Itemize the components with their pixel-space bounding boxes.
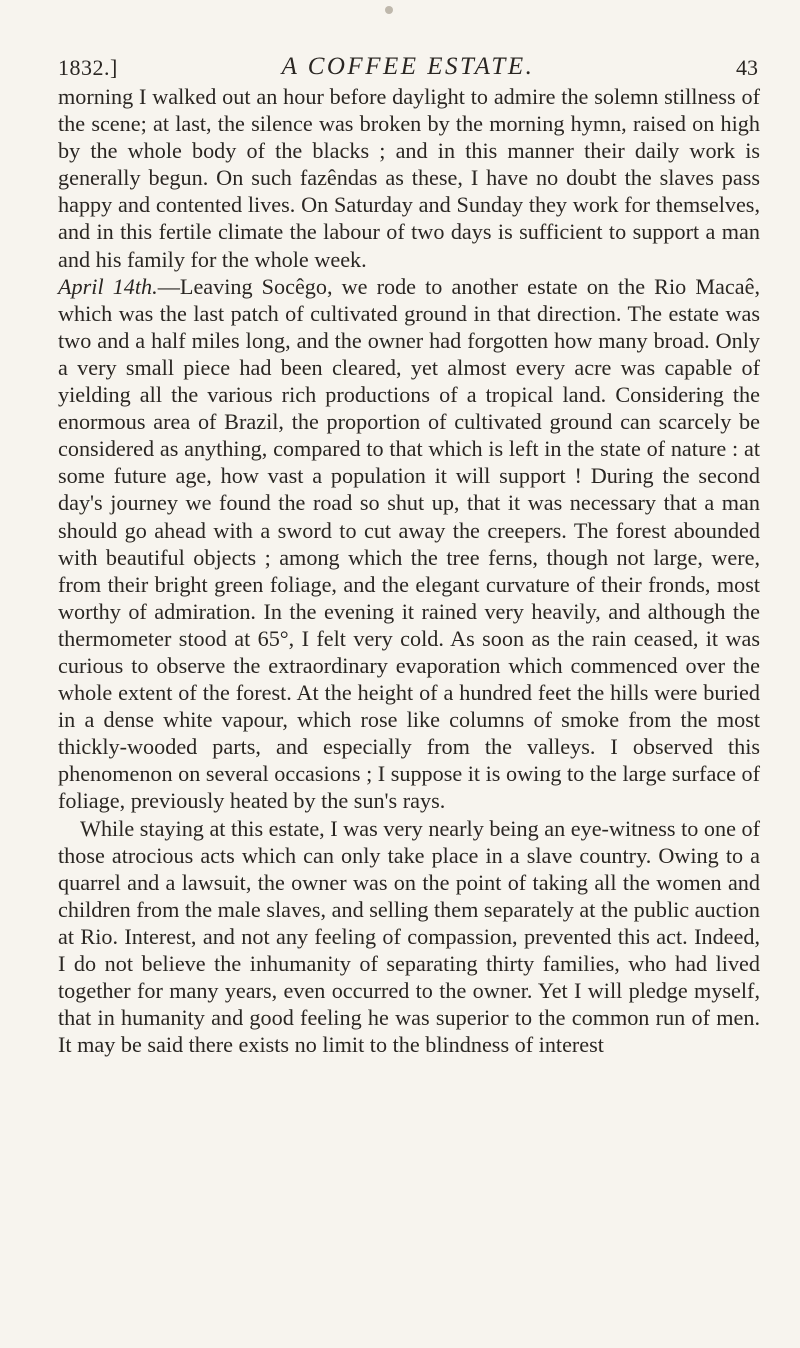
ink-spot-mark [385,6,393,14]
paragraph-1-text: morning I walked out an hour before daylight to admire the solemn stillness of the scene; at last, the silence was broken by the morning hymn, raised on high by the whole body of the blacks ; and in this manner their daily work is generally begun. On such fazêndas as these, I have no doubt the slaves pass happy and contented lives. On Saturday and Sunday they work for themselves, and in this fertile climate the labour of two days is sufficient to support a man and his family for the whole week. [58,84,760,272]
paragraph-3-text: While staying at this estate, I was very nearly being an eye-witness to one of those atrocious acts which can only take place in a slave country. Owing to a quarrel and a lawsuit, the owner was on the point of taking all the women and children from the male slaves, and selling them separately at the public auction at Rio. Interest, and not any feeling of compassion, prevented this act. Indeed, I do not believe the inhumanity of separating thirty families, who had lived together for many years, even occurred to the owner. Yet I will pledge myself, that in humanity and good feeling he was superior to the common run of men. It may be said there exists no limit to the blindness of interest [58,815,760,1058]
paragraph-2-date: April 14th. [58,273,158,299]
paragraph-1 [58,83,760,273]
page-number: 43 [736,55,758,80]
header-title: A COFFEE ESTATE. [281,53,535,80]
paragraph-2 [58,273,760,815]
body-text [58,83,760,1058]
paragraph-2-text: —Leaving Socêgo, we rode to another estate on the Rio Macaê, which was the last patch of cultivated ground in that direction. The estate was two and a half miles long, and the owner had forgotten how many broad. Only a very small piece had been cleared, yet almost every acre was capable of yielding all the various rich productions of a tropical land. Considering the enormous area of Brazil, the proportion of cultivated ground can scarcely be considered as anything, compared to that which is left in the state of nature : at some future age, how vast a population it will support ! During the second day's journey we found the road so shut up, that it was necessary that a man should go ahead with a sword to cut away the creepers. The forest abounded with beautiful objects ; among which the tree ferns, though not large, were, from their bright green foliage, and the elegant curvature of their fronds, most worthy of admiration. In the evening it rained very heavily, and although the thermometer stood at 65°, I felt very cold. As soon as the rain ceased, it was curious to observe the extraordinary evaporation which commenced over the whole extent of the forest. At the height of a hundred feet the hills were buried in a dense white vapour, which rose like columns of smoke from the most thickly-wooded parts, and especially from the valleys. I observed this phenomenon on several occasions ; I suppose it is owing to the large surface of foliage, previously heated by the sun's rays. [58,273,761,814]
header-year: 1832.] [58,55,118,80]
paragraph-3 [58,815,760,1059]
